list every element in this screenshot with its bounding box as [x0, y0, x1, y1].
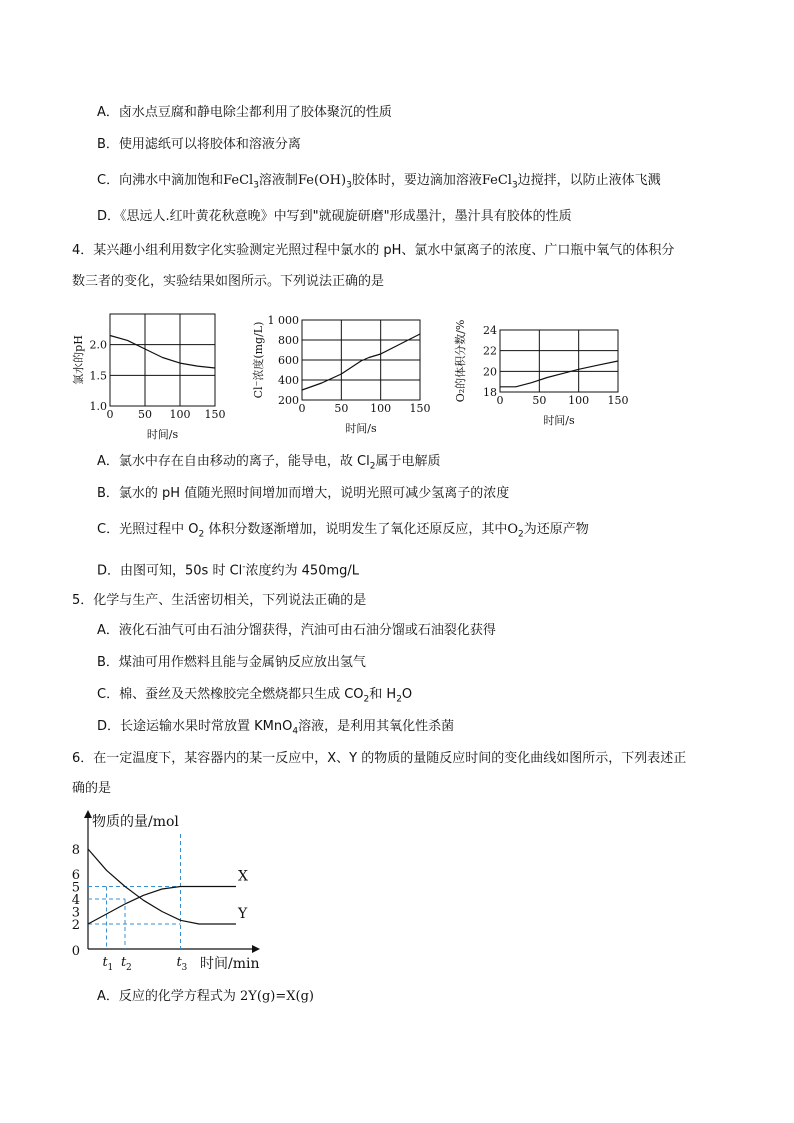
q4-option-c	[97, 521, 589, 544]
q6-option-a-text-1: A．反应的化学方程式为	[97, 989, 241, 1004]
chart-ph-plot	[71, 314, 226, 441]
o2-chart-xtick: 0	[496, 394, 504, 407]
o2-chart-ytick: 24	[483, 324, 497, 337]
ph-chart-xtick: 100	[169, 408, 191, 421]
amount-origin: 0	[71, 944, 80, 959]
q4-option-d-sup: -	[242, 562, 246, 572]
q3-option-c-text-2: 溶液制	[258, 173, 298, 188]
q5-option-c-text-2: 和 H	[369, 687, 397, 702]
o2-chart-xtick: 150	[607, 394, 629, 407]
cl-chart-ytick: 200	[278, 394, 299, 407]
q4-option-a-text-1: A．氯水中存在自由移动的离子，能导电，故 Cl	[97, 454, 370, 469]
q3-option-c-text-3: 胶体时，要边滴加溶液	[351, 173, 482, 188]
q3-option-c-feoh: Fe(OH)	[297, 173, 347, 188]
q5-option-d-sub: 4	[292, 726, 299, 737]
q4-option-b: B．氯水的 pH 值随光照时间增加而增大，说明光照可减少氢离子的浓度	[97, 486, 510, 501]
ph-chart-ytick: 2.0	[89, 338, 107, 352]
q5-option-d	[97, 718, 454, 741]
q3-option-c-fecl-2: FeCl	[481, 173, 512, 188]
q6-option-a	[97, 988, 314, 1006]
ph-chart-ylabel: 氯水的pH	[72, 335, 85, 385]
cl-chart-xlabel: 时间/s	[345, 422, 377, 435]
q4-option-d	[97, 558, 359, 580]
q5-option-c-sub-1: 2	[363, 694, 370, 705]
ph-chart-frame	[110, 314, 215, 406]
amount-ytick: 5	[71, 880, 80, 896]
cl-chart-ytick: 400	[278, 374, 299, 387]
amount-ytick: 2	[71, 918, 80, 933]
cl-chart-xtick: 0	[298, 402, 306, 415]
o2-chart-ytick: 20	[483, 365, 497, 379]
o2-chart-xtick: 100	[568, 394, 590, 407]
amount-label-y: Y	[238, 906, 248, 922]
q5-option-d-text-2: 溶液，是利用其氧化性杀菌	[298, 719, 455, 734]
cl-chart-ytick: 800	[278, 334, 299, 347]
cl-chart-ylabel: Cl⁻浓度(mg/L)	[252, 321, 265, 399]
q4-stem-line-2: 数三者的变化，实验结果如图所示。下列说法正确的是	[72, 274, 385, 289]
q5-option-b: B．煤油可用作燃料且能与金属钠反应放出氢气	[97, 655, 366, 670]
chart-ph	[70, 302, 230, 442]
amount-ytick: 8	[71, 843, 80, 858]
q3-option-c-text-4: 边搅拌，以防止液体飞溅	[517, 173, 661, 188]
q3-option-c-text-1: C．向沸水中滴加饱和	[97, 173, 224, 188]
q6-stem-line-2: 确的是	[72, 781, 112, 796]
chart-cl-plot	[251, 314, 430, 435]
q6-option-a-equation: 2Y(g)=X(g)	[240, 989, 314, 1004]
amount-ytick: 3	[71, 905, 80, 921]
ph-chart-xlabel: 时间/s	[146, 428, 179, 441]
q3-option-b: B．使用滤纸可以将胶体和溶液分离	[97, 137, 301, 152]
q5-option-a: A．液化石油气可由石油分馏获得，汽油可由石油分馏或石油裂化获得	[97, 623, 496, 638]
cl-chart-xtick: 50	[334, 402, 349, 415]
cl-chart-ytick: 600	[278, 354, 299, 367]
amount-xtick: t	[102, 955, 108, 970]
chart-amount-plot	[72, 810, 260, 973]
o2-chart-ytick: 18	[483, 386, 497, 399]
q4-option-a-text-2: 属于电解质	[375, 454, 441, 469]
amount-xtick-sub: 1	[107, 963, 114, 973]
q3-option-c-sub-b: 3	[346, 180, 352, 191]
ph-chart-xtick: 0	[106, 408, 114, 421]
amount-xtick: t	[121, 955, 127, 970]
q4-option-c-text-2: 体积分数逐渐增加，说明发生了氧化还原反应，其中	[204, 522, 508, 537]
q4-option-d-text-2: 浓度约为 450mg/L	[245, 563, 360, 579]
q4-option-c-text-3: 为还原产物	[523, 522, 589, 537]
q5-option-c	[97, 686, 412, 709]
q5-stem: 5．化学与生产、生活密切相关，下列说法正确的是	[72, 593, 367, 608]
chart-cl	[250, 302, 430, 442]
q4-option-a	[97, 453, 440, 476]
q6-stem-line-1: 6．在一定温度下，某容器内的某一反应中，X、Y 的物质的量随反应时间的变化曲线如图所示，下列表述正	[72, 751, 687, 766]
o2-chart-ytick: 22	[483, 344, 497, 358]
q4-option-c-sub: 2	[198, 529, 205, 540]
amount-xlabel: 时间/min	[200, 956, 260, 972]
q3-option-c	[97, 172, 661, 195]
cl-chart-ytick: 1 000	[267, 314, 299, 327]
q4-option-c-text-1: C．光照过程中 O	[97, 522, 199, 537]
ph-chart-xtick: 150	[204, 408, 226, 421]
q3-option-c-fecl: FeCl	[223, 173, 254, 188]
o2-chart-xlabel: 时间/s	[543, 414, 575, 427]
q3-option-c-sub: 3	[253, 180, 259, 191]
q3-option-a: A．卤水点豆腐和静电除尘都利用了胶体聚沉的性质	[97, 105, 392, 120]
amount-x-arrow	[252, 945, 260, 953]
amount-y-arrow	[84, 810, 92, 818]
ph-chart-xtick: 50	[138, 408, 152, 421]
q4-option-c-o: O	[507, 522, 518, 537]
chart-amount	[66, 806, 306, 978]
chart-o2	[450, 302, 630, 442]
q4-option-a-sub: 2	[369, 461, 376, 472]
chart-o2-plot	[453, 320, 629, 427]
q5-option-d-text-1: D．长途运输水果时常放置 KMnO	[97, 719, 293, 734]
amount-series-x	[88, 887, 236, 925]
o2-chart-xtick: 50	[532, 394, 547, 407]
amount-ylabel: 物质的量/mol	[92, 814, 179, 830]
amount-label-x: X	[238, 868, 248, 885]
cl-chart-xtick: 150	[409, 402, 430, 415]
q3-option-d: D．《思远人.红叶黄花秋意晚》中写到"就砚旋研磨"形成墨汁，墨汁具有胶体的性质	[97, 209, 572, 224]
o2-chart-frame	[500, 330, 618, 392]
q4-stem-line-1: 4．某兴趣小组利用数字化实验测定光照过程中氯水的 pH、氯水中氯离子的浓度、广口瓶中氧气的体积分	[72, 243, 675, 258]
amount-xtick: t	[176, 955, 182, 970]
q3-option-c-sub-c: 3	[511, 180, 518, 191]
amount-xtick-sub: 2	[126, 963, 132, 973]
ph-chart-ytick: 1.5	[89, 369, 107, 383]
amount-xtick-sub: 3	[181, 963, 188, 973]
q5-option-c-text-3: O	[401, 687, 413, 702]
o2-chart-series-line	[500, 361, 618, 387]
cl-chart-series-line	[302, 334, 420, 390]
q4-option-c-sub-2: 2	[518, 529, 524, 540]
ph-chart-series-line	[110, 336, 215, 369]
o2-chart-ylabel: O₂的体积分数/%	[454, 319, 467, 403]
q5-option-c-text-1: C．棉、蚕丝及天然橡胶完全燃烧都只生成 CO	[97, 687, 364, 702]
ph-chart-ytick: 1.0	[89, 400, 107, 413]
cl-chart-xtick: 100	[370, 402, 392, 415]
amount-ytick: 6	[71, 868, 80, 883]
amount-ytick: 4	[71, 893, 80, 908]
q4-option-d-text-1: D．由图可知，50s 时 Cl	[97, 563, 243, 579]
q5-option-c-sub-2: 2	[396, 694, 402, 705]
